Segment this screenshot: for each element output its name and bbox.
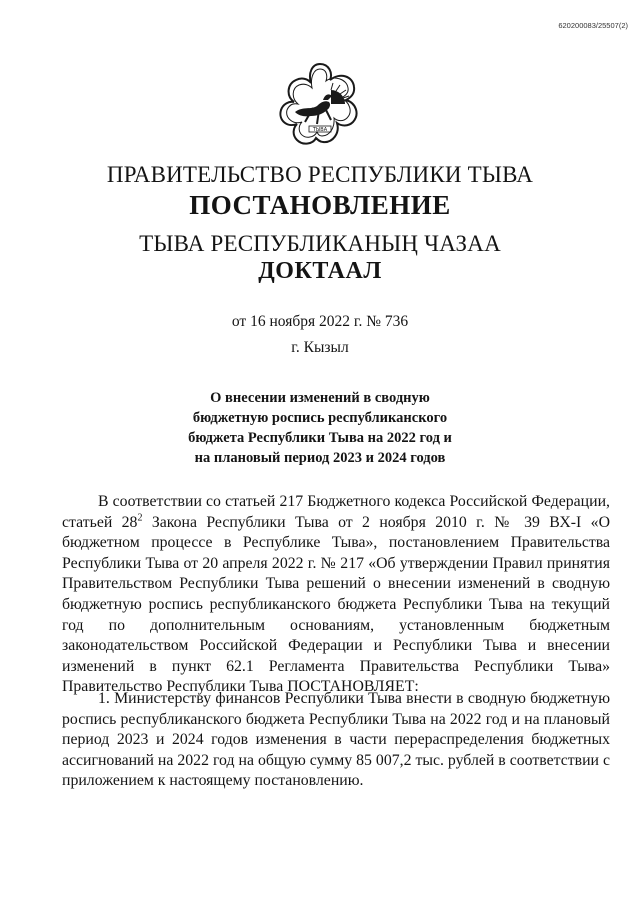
title-line: бюджетную роспись республиканского [192,410,448,426]
title-line: на плановый период 2023 и 2024 годов [194,450,446,466]
document-city: г. Кызыл [291,339,349,356]
preamble-text-b: Закона Республики Тыва от 2 ноября 2010 г. № 39 ВХ-I «О бюджетном процессе в Республике Тыва», постановлением Правительства Республики Тыва от 20 апреля 2022 г. № 217 «Об утверждении Правил принятия Правительством Республики Тыва решений о внесении изменений в сводную бюджетную роспись республиканского бюджета Республики Тыва на текущий год по дополнительным основаниям, установленным бюджетным законодательством Российской Федерации и Республики Тыва и внесении изменений в пункт 62.1 Регламента Правительства Республики Тыва» Правительство Республики Тыва ПОСТАНОВЛЯЕТ: [62,513,610,696]
title-line: бюджета Республики Тыва на 2022 год и [188,430,452,446]
government-name-tyv: ТЫВА РЕСПУБЛИКАНЫҢ ЧАЗАА [139,231,501,256]
preamble-text-a: В соответствии со статьей 217 Бюджетного кодекса Российской Федерации, статьей 28 [62,493,610,531]
document-date-number: от 16 ноября 2022 г. № 736 [231,313,409,330]
document-type-tyv: ДОКТААЛ [258,258,382,284]
clause-1-paragraph [62,689,610,792]
document-type-ru: ПОСТАНОВЛЕНИЕ [189,190,451,220]
article-superscript: 2 [137,512,143,524]
document-code: 620200083/25507(2) [558,21,628,30]
government-name-ru: ПРАВИТЕЛЬСТВО РЕСПУБЛИКИ ТЫВА [106,162,534,187]
tuva-emblem-icon [273,60,367,152]
title-line: О внесении изменений в сводную [210,390,430,406]
document-title [0,388,640,468]
preamble-paragraph [62,492,610,698]
clause-1-text: 1. Министерству финансов Республики Тыва внести в сводную бюджетную роспись республиканского бюджета Республики Тыва на 2022 год и на плановый период 2023 и 2024 годов изменения в части перераспределения бюджетных ассигнований на 2022 год на общую сумму 85 007,2 тыс. рублей в соответствии с приложением к настоящему постановлению. [62,690,610,790]
svg-text:ТЫВА: ТЫВА [312,127,328,133]
